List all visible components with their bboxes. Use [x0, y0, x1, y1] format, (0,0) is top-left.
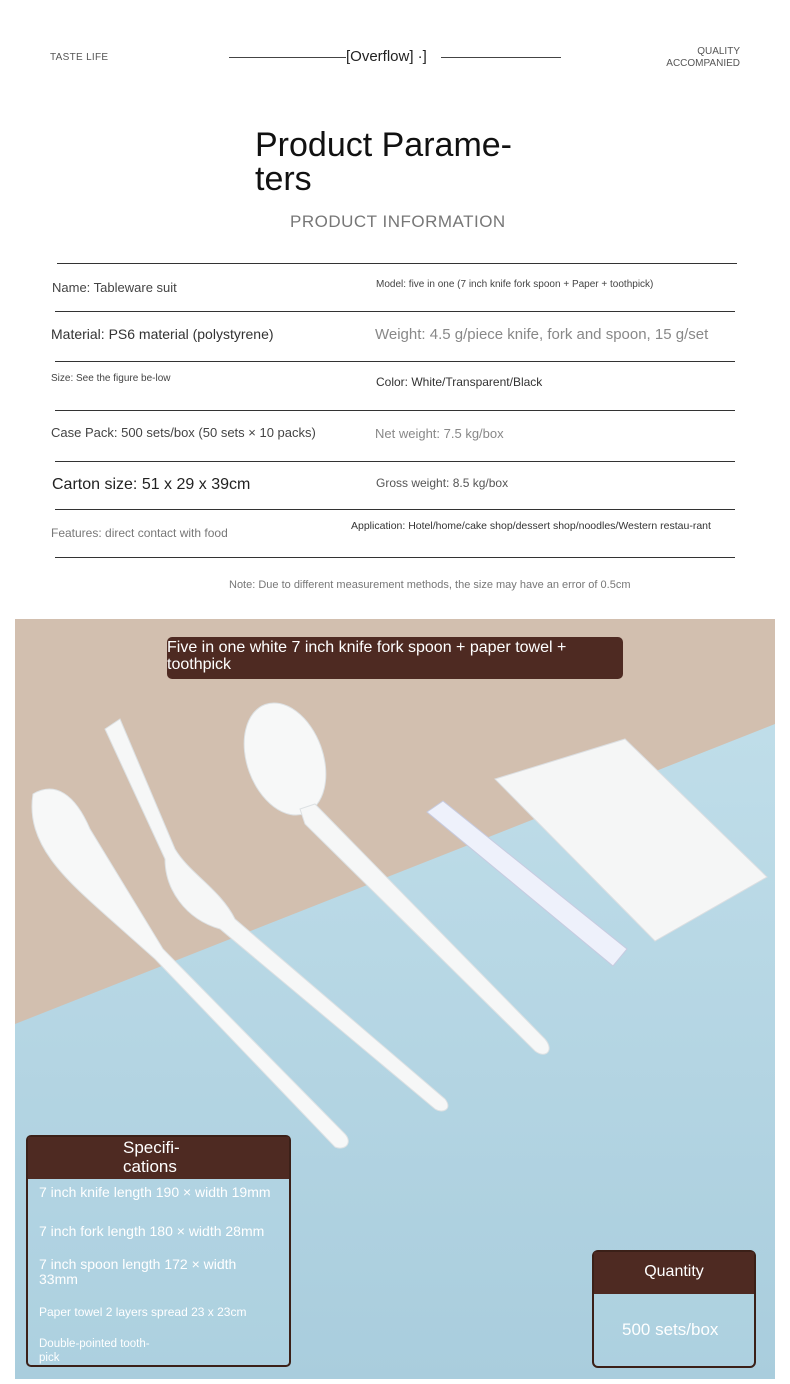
param-material: Material: PS6 material (polystyrene): [51, 326, 274, 342]
product-banner: Five in one white 7 inch knife fork spoon + paper towel + toothpick: [167, 637, 623, 679]
header-right-text: [666, 46, 740, 70]
param-model: Model: five in one (7 inch knife fork spoon + Paper + toothpick): [376, 279, 654, 290]
spec-item-paper-towel: Paper towel 2 layers spread 23 x 23cm: [39, 1305, 247, 1319]
param-case-pack: Case Pack: 500 sets/box (50 sets × 10 packs): [51, 425, 316, 440]
quantity-header: Quantity: [594, 1252, 754, 1294]
quantity-box: [592, 1250, 756, 1368]
param-features: Features: direct contact with food: [51, 526, 228, 540]
page-title: Product Parame-ters: [255, 126, 512, 198]
spec-item-spoon: 7 inch spoon length 172 × width 33mm: [39, 1256, 237, 1287]
header-right-line2: ACCOMPANIED: [666, 58, 740, 69]
param-weight: Weight: 4.5 g/piece knife, fork and spoon, 15 g/set: [375, 326, 709, 343]
param-color: Color: White/Transparent/Black: [376, 375, 543, 389]
header-divider-left: [229, 57, 346, 58]
spec-item-toothpick: Double-pointed tooth-pick: [39, 1338, 150, 1364]
specifications-title: Specifi-cations: [123, 1138, 180, 1176]
table-rule: [55, 410, 735, 411]
param-carton-size: Carton size: 51 x 29 x 39cm: [52, 476, 251, 493]
param-application: Application: Hotel/home/cake shop/dessert shop/noodles/Western restau-rant: [351, 520, 711, 532]
header-left-text: TASTE LIFE: [50, 52, 109, 63]
param-gross-weight: Gross weight: 8.5 kg/box: [376, 476, 509, 490]
table-rule: [55, 361, 735, 362]
specifications-box: [26, 1135, 291, 1367]
header-center-text: [Overflow] ·]: [346, 48, 427, 65]
table-rule: [55, 461, 735, 462]
param-name: Name: Tableware suit: [52, 280, 177, 295]
table-rule: [55, 311, 735, 312]
specifications-header: [28, 1137, 289, 1179]
page-subtitle: PRODUCT INFORMATION: [290, 212, 506, 231]
table-rule: [57, 263, 737, 264]
param-size: Size: See the figure be-low: [51, 373, 171, 384]
quantity-value: 500 sets/box: [622, 1320, 719, 1339]
table-rule: [55, 557, 735, 558]
measurement-note: Note: Due to different measurement methods, the size may have an error of 0.5cm: [229, 579, 631, 591]
spec-item-fork: 7 inch fork length 180 × width 28mm: [39, 1223, 265, 1239]
header-right-line1: QUALITY: [697, 46, 740, 57]
header-divider-right: [441, 57, 561, 58]
param-net-weight: Net weight: 7.5 kg/box: [375, 426, 504, 441]
spec-item-knife: 7 inch knife length 190 × width 19mm: [39, 1184, 271, 1200]
table-rule: [55, 509, 735, 510]
